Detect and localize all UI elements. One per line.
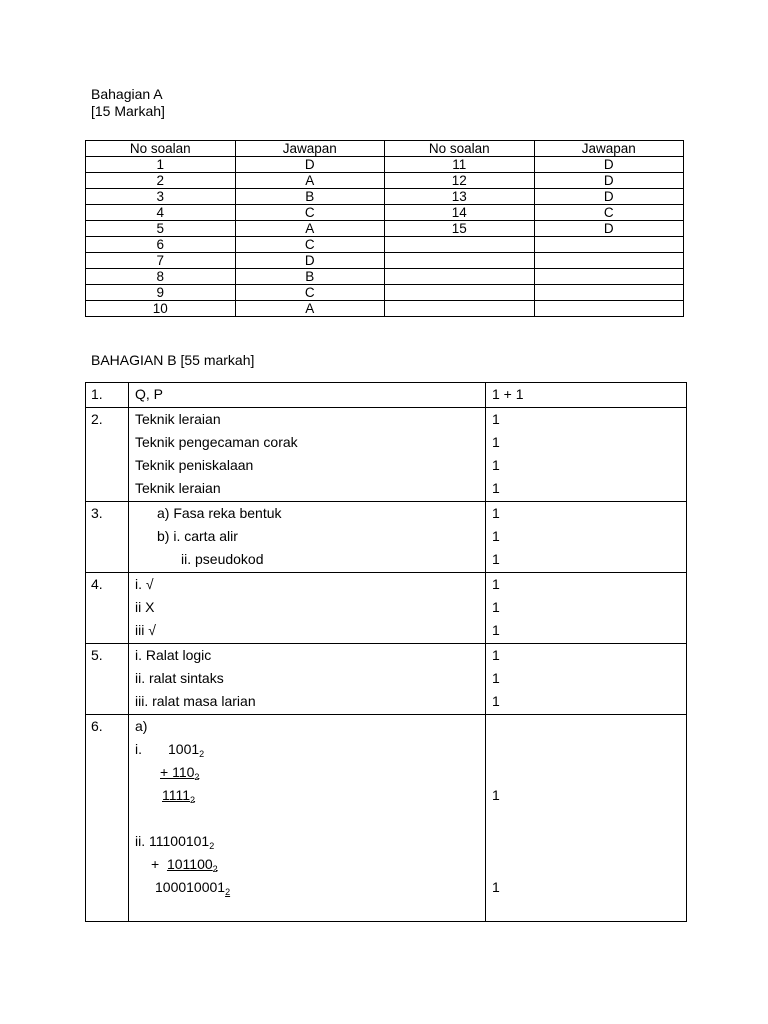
- q4-line: iii √: [135, 622, 156, 638]
- answer-table: [85, 140, 684, 317]
- q3-mark: 1: [492, 505, 500, 521]
- cell-question-no: [385, 253, 535, 269]
- q2-mark: 1: [492, 411, 500, 427]
- q2-mark: 1: [492, 457, 500, 473]
- q6-number: 6.: [86, 715, 129, 922]
- section-b-title: BAHAGIAN B [55 markah]: [91, 352, 255, 368]
- q1-answer: Q, P: [135, 386, 164, 402]
- cell-answer: [534, 253, 684, 269]
- q3-line-a: a) Fasa reka bentuk: [157, 505, 282, 521]
- q6-ii-line2: + $101100_2$: [151, 856, 218, 874]
- section-a-marks: [15 Markah]: [91, 103, 165, 119]
- cell-question-no: 6: [86, 237, 236, 253]
- cell-answer: [534, 301, 684, 317]
- cell-answer: D: [534, 221, 684, 237]
- q3-row: [86, 502, 687, 573]
- q2-line: Teknik leraian: [135, 480, 221, 496]
- cell-question-no: 3: [86, 189, 236, 205]
- answer-row: [86, 221, 684, 237]
- cell-answer: [534, 269, 684, 285]
- q4-mark: 1: [492, 622, 500, 638]
- answer-row: [86, 301, 684, 317]
- cell-answer: D: [235, 157, 385, 173]
- q1-row: [86, 383, 687, 408]
- cell-answer: [534, 285, 684, 301]
- cell-question-no: 8: [86, 269, 236, 285]
- q3-line-b2: ii. pseudokod: [181, 551, 264, 567]
- q2-mark: 1: [492, 480, 500, 496]
- q6-ii-line1: ii. $11100101_2$: [135, 833, 215, 851]
- q6-i-number1: $1001_2$: [168, 741, 205, 759]
- section-a-title: Bahagian A: [91, 86, 163, 102]
- q2-number: 2.: [86, 408, 129, 502]
- q5-line: i. Ralat logic: [135, 647, 212, 663]
- cell-answer: [534, 237, 684, 253]
- q6-i-line2: + $110_2$: [160, 764, 200, 782]
- q5-line: ii. ralat sintaks: [135, 670, 224, 686]
- section-b-table: [85, 382, 687, 922]
- q5-row: [86, 644, 687, 715]
- q6-part-label: a): [135, 718, 148, 734]
- cell-answer: C: [235, 285, 385, 301]
- cell-answer: C: [235, 205, 385, 221]
- q5-mark: 1: [492, 670, 500, 686]
- header-answer-2: Jawapan: [534, 141, 684, 157]
- answer-row: [86, 205, 684, 221]
- cell-answer: C: [534, 205, 684, 221]
- q2-line: Teknik pengecaman corak: [135, 434, 298, 450]
- q2-line: Teknik peniskalaan: [135, 457, 254, 473]
- answer-row: [86, 173, 684, 189]
- cell-answer: A: [235, 301, 385, 317]
- cell-answer: D: [534, 189, 684, 205]
- q3-line-b: b) i. carta alir: [157, 528, 238, 544]
- header-question-no-2: No soalan: [385, 141, 535, 157]
- q4-number: 4.: [86, 573, 129, 644]
- cell-answer: D: [235, 253, 385, 269]
- q3-mark: 1: [492, 528, 500, 544]
- q6-row: [86, 715, 687, 922]
- cell-question-no: 11: [385, 157, 535, 173]
- answer-row: [86, 189, 684, 205]
- answer-table-header: [86, 141, 684, 157]
- q2-row: [86, 408, 687, 502]
- q4-mark: 1: [492, 576, 500, 592]
- q3-number: 3.: [86, 502, 129, 573]
- q4-line: ii X: [135, 599, 155, 615]
- q6-i-label: i.: [135, 741, 142, 757]
- cell-answer: A: [235, 173, 385, 189]
- q6-i-result: $1111_2$: [162, 787, 196, 805]
- q6-mark: 1: [492, 879, 500, 895]
- q2-mark: 1: [492, 434, 500, 450]
- cell-question-no: [385, 301, 535, 317]
- q5-number: 5.: [86, 644, 129, 715]
- cell-question-no: [385, 237, 535, 253]
- cell-question-no: 1: [86, 157, 236, 173]
- cell-question-no: [385, 285, 535, 301]
- q1-number: 1.: [86, 383, 129, 408]
- cell-question-no: 12: [385, 173, 535, 189]
- q5-line: iii. ralat masa larian: [135, 693, 256, 709]
- cell-question-no: 9: [86, 285, 236, 301]
- cell-question-no: 14: [385, 205, 535, 221]
- cell-question-no: [385, 269, 535, 285]
- header-answer-1: Jawapan: [235, 141, 385, 157]
- cell-question-no: 7: [86, 253, 236, 269]
- cell-answer: D: [534, 173, 684, 189]
- answer-row: [86, 285, 684, 301]
- q6-ii-result: $100010001_2$: [155, 879, 231, 897]
- q3-mark: 1: [492, 551, 500, 567]
- answer-row: [86, 269, 684, 285]
- cell-answer: A: [235, 221, 385, 237]
- cell-question-no: 10: [86, 301, 236, 317]
- q6-mark: 1: [492, 787, 500, 803]
- cell-question-no: 13: [385, 189, 535, 205]
- q6-i-line1: [135, 739, 485, 762]
- answer-row: [86, 157, 684, 173]
- q5-mark: 1: [492, 647, 500, 663]
- cell-question-no: 15: [385, 221, 535, 237]
- answer-row: [86, 253, 684, 269]
- q4-row: [86, 573, 687, 644]
- answer-row: [86, 237, 684, 253]
- q5-mark: 1: [492, 693, 500, 709]
- cell-question-no: 2: [86, 173, 236, 189]
- q4-mark: 1: [492, 599, 500, 615]
- cell-answer: C: [235, 237, 385, 253]
- cell-answer: B: [235, 269, 385, 285]
- header-question-no-1: No soalan: [86, 141, 236, 157]
- q1-mark: 1 + 1: [492, 386, 524, 402]
- cell-question-no: 5: [86, 221, 236, 237]
- q2-line: Teknik leraian: [135, 411, 221, 427]
- cell-question-no: 4: [86, 205, 236, 221]
- cell-answer: D: [534, 157, 684, 173]
- cell-answer: B: [235, 189, 385, 205]
- q4-line: i. √: [135, 576, 154, 592]
